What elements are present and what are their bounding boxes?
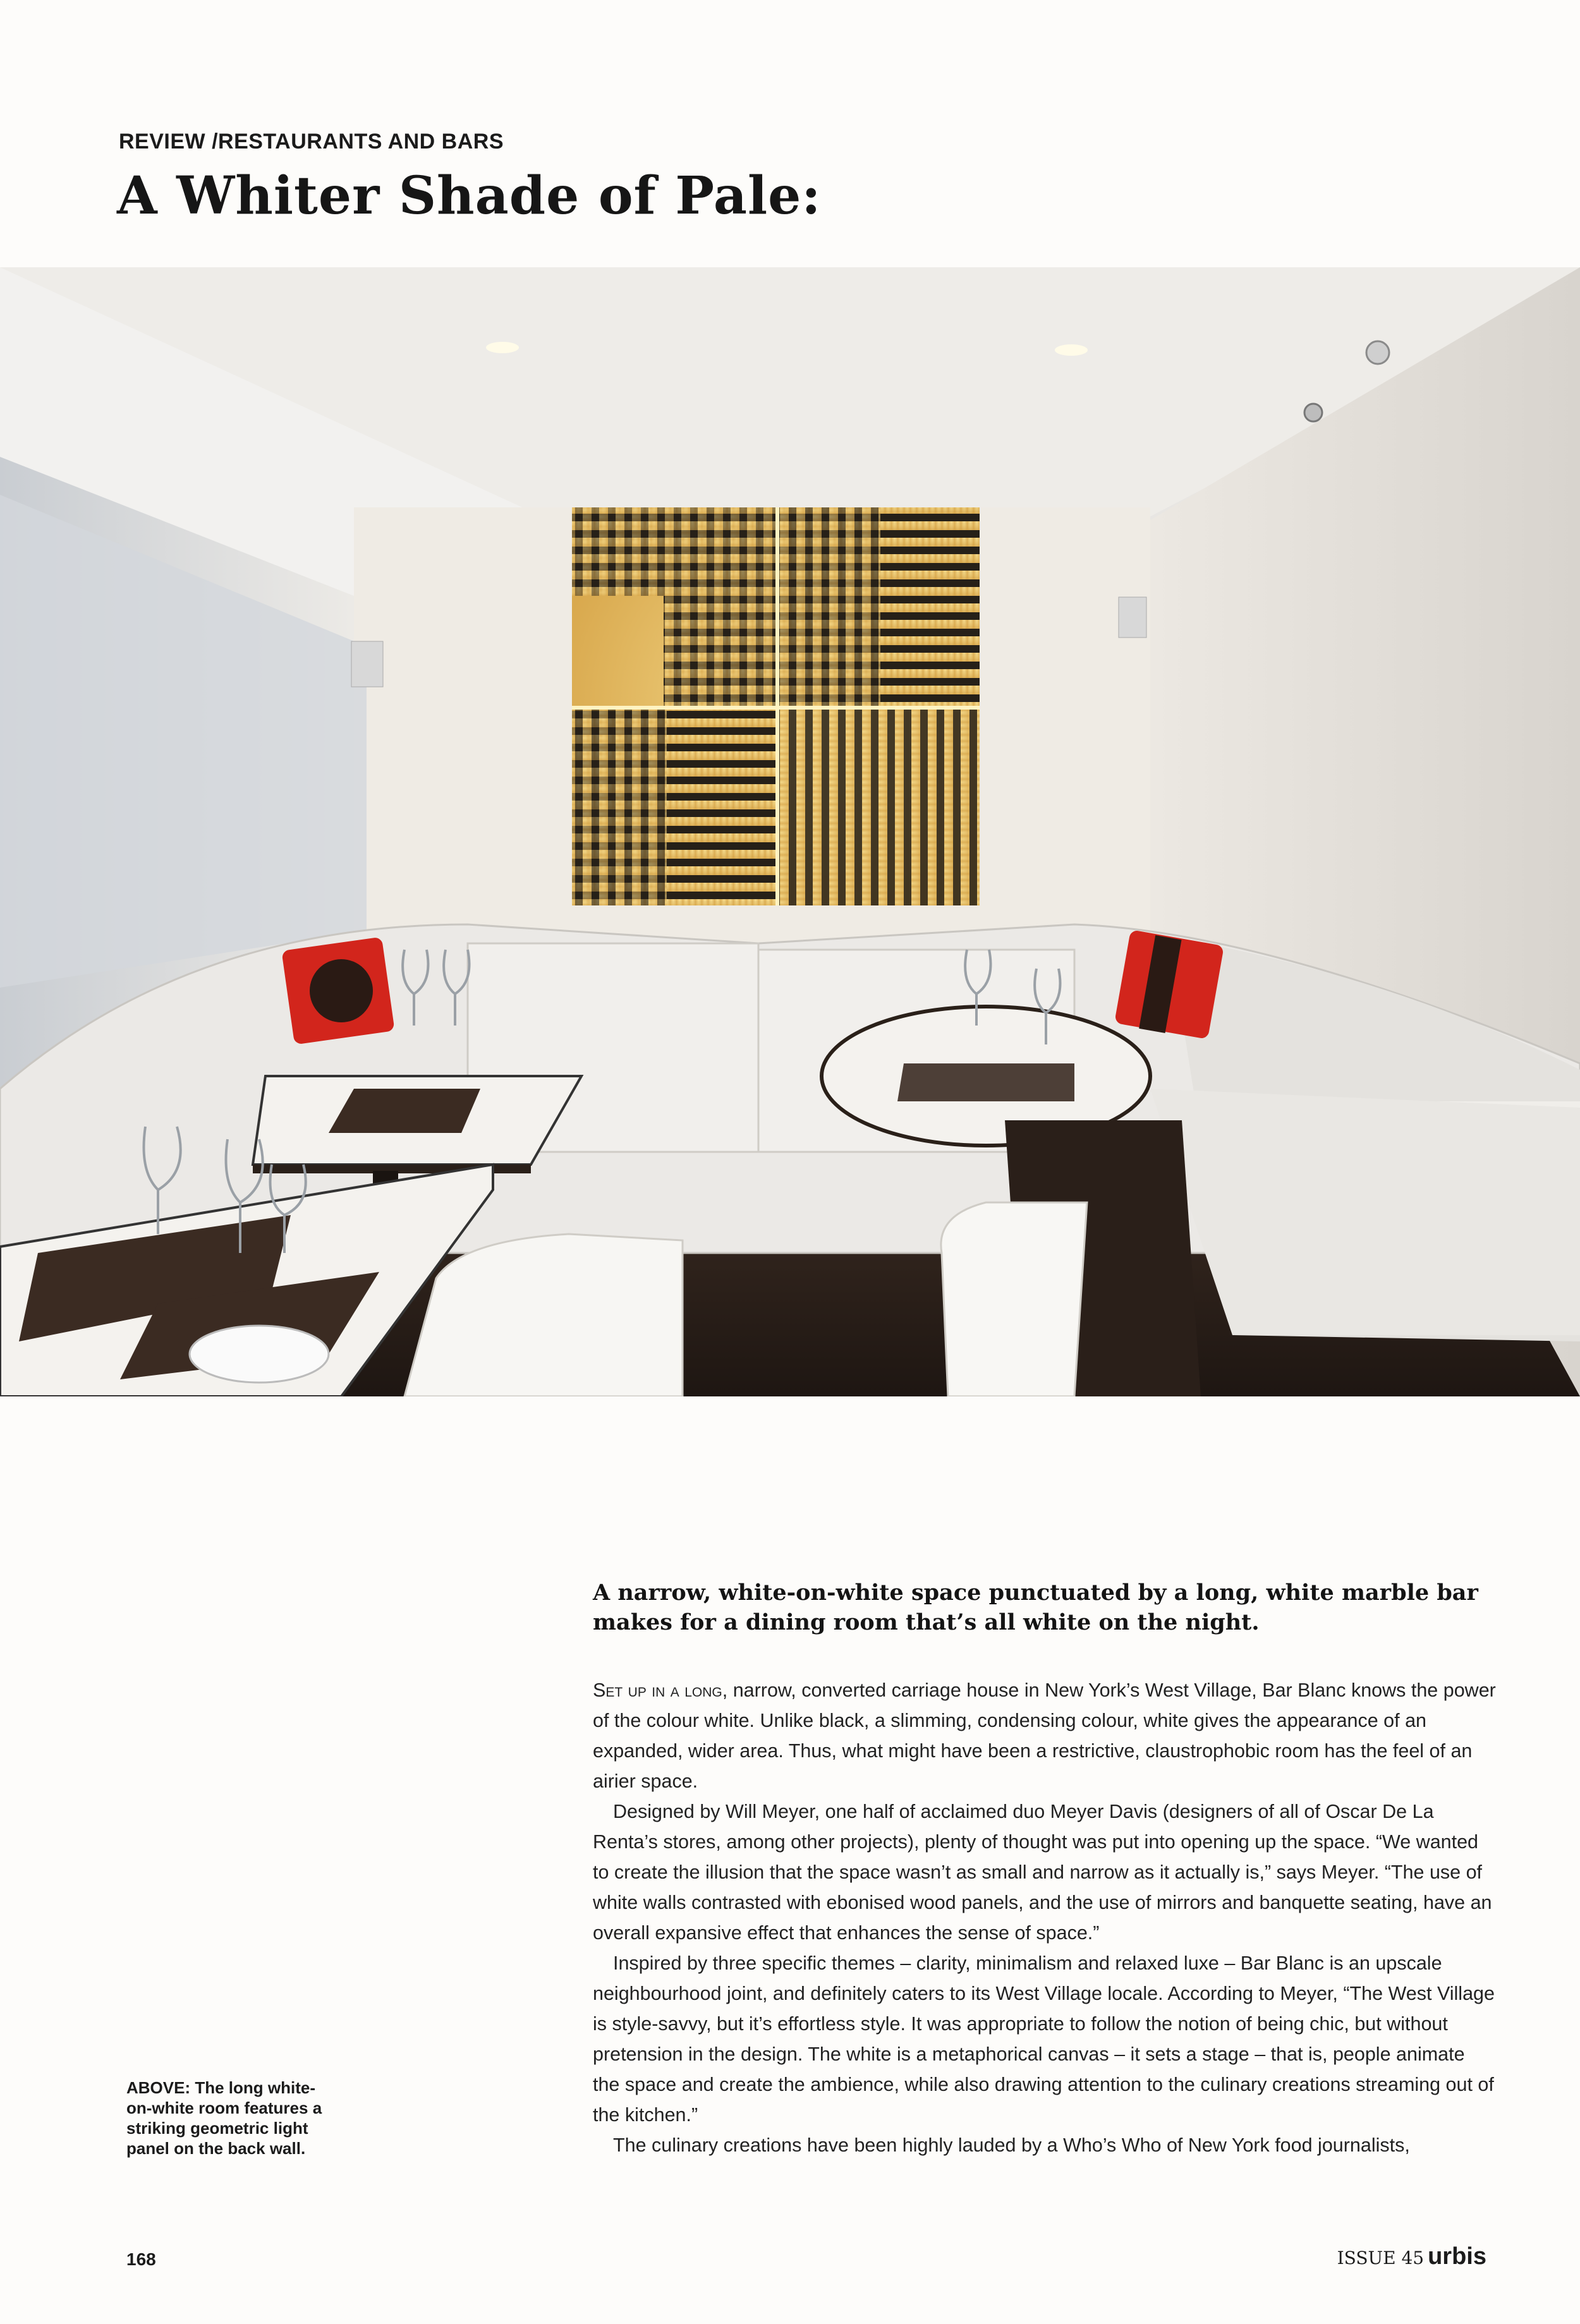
section-label: REVIEW /RESTAURANTS AND BARS [119, 130, 504, 154]
photo-caption: ABOVE: The long white-on-white room features a striking geometric light panel on the back wall. [126, 2078, 322, 2158]
paragraph-3: Inspired by three specific themes – clarity, minimalism and relaxed luxe – Bar Blanc is an upscale neighbourhood joint, and definitely caters to its West Village locale. According to Meyer, “The West Village is style-savvy, but it’s effortless style. It was appropriate to follow the notion of being chic, but without pretension in the design. The white is a metaphorical canvas – it sets a stage – that is, people animate the space and create the ambience, while also drawing attention to the culinary creations streaming out of the kitchen.” [593, 1952, 1495, 2126]
issue-number: ISSUE 45 [1337, 2248, 1425, 2268]
paragraph-4: The culinary creations have been highly lauded by a Who’s Who of New York food journalists, [613, 2134, 1410, 2156]
paragraph-1-text: narrow, converted carriage house in New York’s West Village, Bar Blanc knows the power of the colour white. Unlike black, a slimming, condensing colour, white gives the appearance of an expanded, wider area. Thus, what might have been a restrictive, claustrophobic room has the feel of an airier space. [593, 1679, 1496, 1792]
issue-footer [1337, 2243, 1486, 2270]
hero-photo [0, 267, 1580, 1396]
page-number: 168 [126, 2249, 156, 2269]
article-lede: A narrow, white-on-white space punctuated by a long, white marble bar makes for a dining room that’s all white on the night. [593, 1580, 1478, 1635]
restaurant-interior-illustration [0, 267, 1580, 1396]
paragraph-1-lead: Set up in a long, [593, 1679, 728, 1701]
magazine-brand: urbis [1428, 2243, 1486, 2270]
paragraph-2: Designed by Will Meyer, one half of acclaimed duo Meyer Davis (designers of all of Oscar De La Renta’s stores, among other projects), plenty of thought was put into opening up the space. “We wanted to create the illusion that the space wasn’t as small and narrow as it actually is,” says Meyer. “The use of white walls contrasted with ebonised wood panels, and the use of mirrors and banquette seating, have an overall expansive effect that enhances the sense of space.” [593, 1801, 1492, 1944]
paragraph-1 [593, 1675, 1497, 1796]
article-body [593, 1675, 1497, 2160]
article-title: A Whiter Shade of Pale: [117, 166, 822, 226]
light-panel [572, 507, 980, 905]
